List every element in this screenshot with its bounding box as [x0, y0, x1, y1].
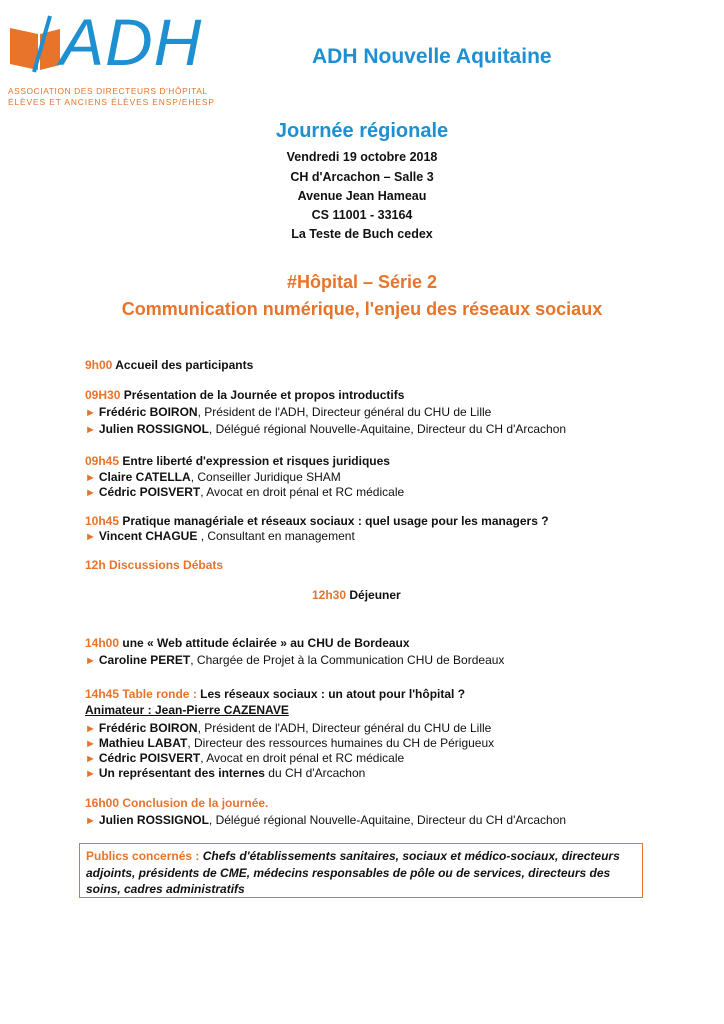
speaker-role: , Avocat en droit pénal et RC médicale	[200, 751, 405, 765]
speaker-name: Cédric POISVERT	[98, 751, 201, 765]
session-title: une « Web attitude éclairée » au CHU de Bordeaux	[119, 636, 410, 650]
arrow-right-icon: ►	[85, 407, 96, 419]
speaker-name: Frédéric BOIRON	[98, 721, 198, 735]
session-title: Accueil des participants	[112, 358, 254, 372]
speaker-role: , Président de l'ADH, Directeur général du CHU de Lille	[197, 721, 492, 735]
logo-subtitle-1: ASSOCIATION DES DIRECTEURS D'HÔPITAL	[8, 86, 208, 96]
speaker-role: , Avocat en droit pénal et RC médicale	[200, 485, 405, 499]
session-title: Pratique managériale et réseaux sociaux : quel usage pour les managers ?	[119, 514, 549, 528]
speaker-name: Vincent CHAGUE	[98, 529, 201, 543]
session-title: Entre liberté d'expression et risques juridiques	[119, 454, 390, 468]
session-title: Présentation de la Journée et propos introductifs	[120, 388, 405, 402]
session-time: 10h45	[85, 514, 120, 528]
speaker-name: Claire CATELLA	[98, 470, 191, 484]
logo-text: ADH	[60, 5, 203, 79]
speaker-name: Julien ROSSIGNOL	[98, 813, 209, 827]
event-venue: CH d'Arcachon – Salle 3	[290, 170, 434, 184]
speaker-line	[85, 422, 566, 436]
arrow-right-icon: ►	[85, 655, 96, 667]
speaker-line	[85, 653, 504, 667]
session-time: 9h00	[85, 358, 113, 372]
session-legal	[85, 454, 390, 468]
logo-mark-icon	[10, 14, 62, 74]
speaker-name: Cédric POISVERT	[98, 485, 201, 499]
org-title: ADH Nouvelle Aquitaine	[312, 45, 552, 68]
event-street: Avenue Jean Hameau	[297, 189, 427, 203]
speaker-line	[85, 766, 365, 780]
session-title: Déjeuner	[346, 588, 401, 602]
speaker-name: Mathieu LABAT	[98, 736, 188, 750]
speaker-role: , Conseiller Juridique SHAM	[190, 470, 341, 484]
arrow-right-icon: ►	[85, 768, 96, 780]
speaker-line	[85, 813, 566, 827]
session-time: 12h30	[312, 588, 347, 602]
event-city: La Teste de Buch cedex	[291, 227, 433, 241]
session-conclusion: 16h00 Conclusion de la journée.	[85, 796, 269, 810]
arrow-right-icon: ►	[85, 424, 96, 436]
theme-line-2: Communication numérique, l'enjeu des réseaux sociaux	[121, 299, 603, 319]
logo-subtitle-2: ÉLÈVES ET ANCIENS ÉLÈVES ENSP/EHESP	[8, 97, 215, 107]
publics-box	[79, 843, 643, 898]
event-date: Vendredi 19 octobre 2018	[286, 150, 438, 164]
session-time: 14h45 Table ronde :	[85, 687, 201, 701]
speaker-line	[85, 405, 491, 419]
arrow-right-icon: ►	[85, 723, 96, 735]
session-lunch	[312, 588, 401, 602]
event-postal: CS 11001 - 33164	[311, 208, 413, 222]
arrow-right-icon: ►	[85, 738, 96, 750]
arrow-right-icon: ►	[85, 531, 96, 543]
arrow-right-icon: ►	[85, 753, 96, 765]
theme-line-1: #Hôpital – Série 2	[286, 272, 438, 292]
session-management	[85, 514, 549, 528]
session-debates: 12h Discussions Débats	[85, 558, 224, 572]
speaker-name: Frédéric BOIRON	[98, 405, 198, 419]
session-web-attitude	[85, 636, 410, 650]
roundtable-animator: Animateur : Jean-Pierre CAZENAVE	[85, 703, 289, 717]
session-title: Les réseaux sociaux : un atout pour l'hôpital ?	[200, 687, 466, 701]
speaker-line	[85, 485, 404, 499]
speaker-line	[85, 736, 494, 750]
session-intro	[85, 388, 404, 402]
event-title: Journée régionale	[275, 120, 449, 142]
arrow-right-icon: ►	[85, 815, 96, 827]
speaker-role: , Directeur des ressources humaines du CH de Périgueux	[187, 736, 495, 750]
session-time: 14h00	[85, 636, 120, 650]
speaker-role: , Délégué régional Nouvelle-Aquitaine, Directeur du CH d'Arcachon	[208, 813, 567, 827]
speaker-role: , Chargée de Projet à la Communication CHU de Bordeaux	[190, 653, 505, 667]
speaker-role: , Délégué régional Nouvelle-Aquitaine, Directeur du CH d'Arcachon	[208, 422, 567, 436]
speaker-name: Un représentant des internes	[98, 766, 265, 780]
speaker-line	[85, 721, 491, 735]
session-welcome	[85, 358, 253, 372]
speaker-line	[85, 470, 341, 484]
speaker-role: du CH d'Arcachon	[264, 766, 366, 780]
speaker-line	[85, 751, 404, 765]
speaker-role: , Président de l'ADH, Directeur général du CHU de Lille	[197, 405, 492, 419]
session-roundtable	[85, 687, 465, 701]
arrow-right-icon: ►	[85, 472, 96, 484]
publics-text: Chefs d'établissements sanitaires, sociaux et médico-sociaux, directeurs adjoints, présidents de CME, médecins responsables de pôle ou de services, directeurs des soins, cadres administratifs	[86, 849, 620, 896]
speaker-name: Caroline PERET	[98, 653, 191, 667]
speaker-name: Julien ROSSIGNOL	[98, 422, 209, 436]
session-time: 09h45	[85, 454, 120, 468]
speaker-line	[85, 529, 355, 543]
arrow-right-icon: ►	[85, 487, 96, 499]
publics-label: Publics concernés :	[86, 849, 203, 863]
speaker-role: , Consultant en management	[200, 529, 355, 543]
session-time: 09H30	[85, 388, 121, 402]
